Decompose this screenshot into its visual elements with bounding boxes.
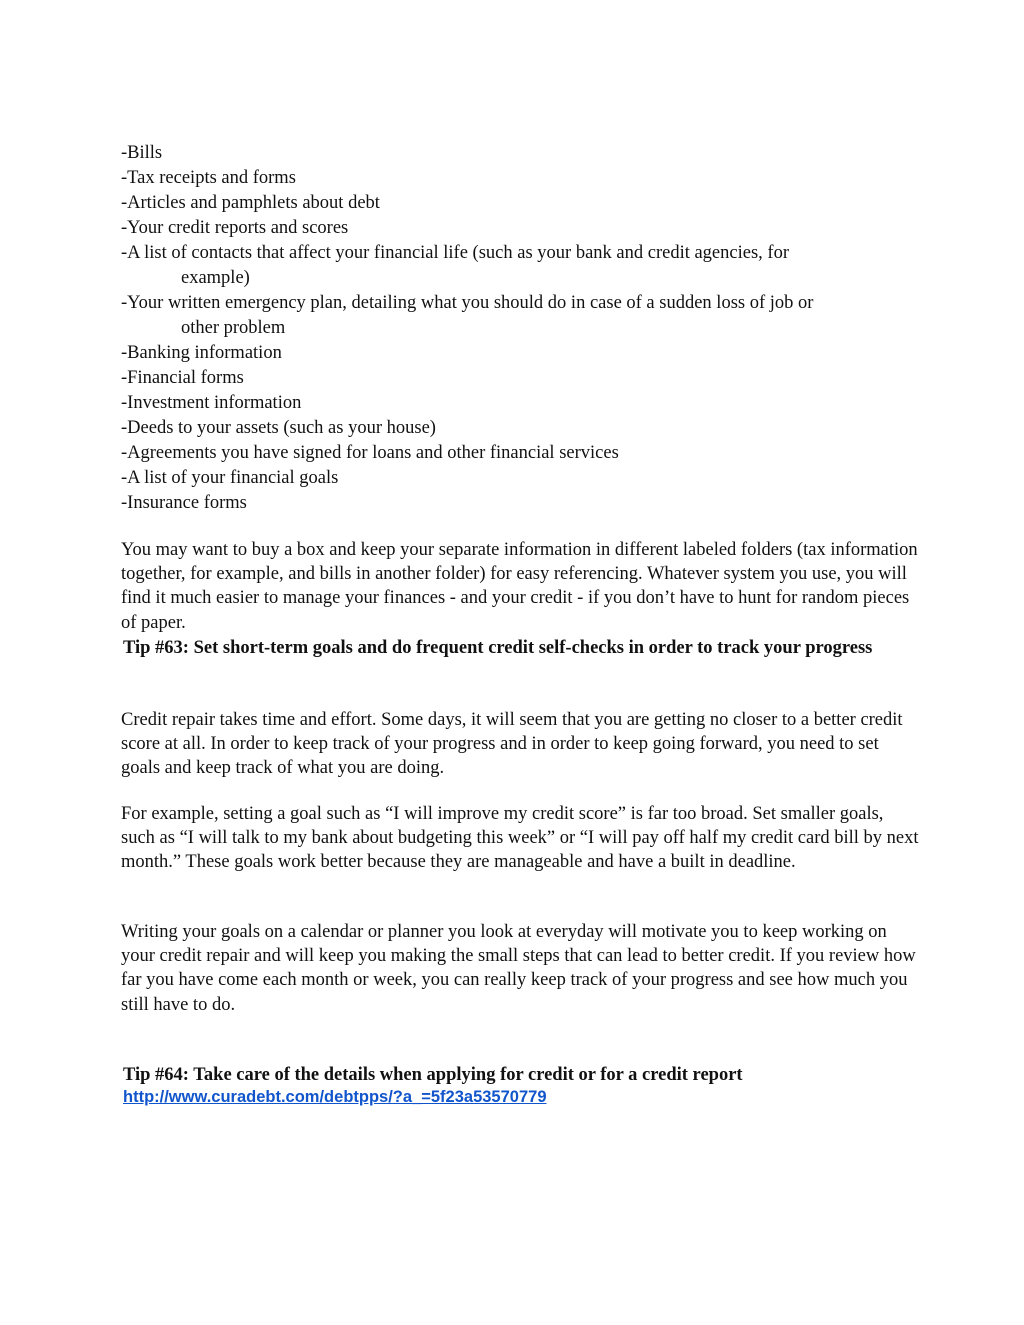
list-item: -Agreements you have signed for loans and other financial services (121, 443, 619, 463)
list-item: -Bills (121, 143, 163, 163)
tip-63-paragraph-1: Credit repair takes time and effort. Some days, it will seem that you are getting no closer to a better credit score at all. In order to keep track of your progress and in order to keep going forward, you need to set goals and keep track of what you are doing. (121, 710, 903, 779)
list-item: -Financial forms (121, 368, 244, 388)
list-item: -Articles and pamphlets about debt (121, 193, 380, 213)
list-item: -Tax receipts and forms (121, 168, 296, 188)
list-item-text: -A list of contacts that affect your financial life (such as your bank and credit agencies, for (121, 243, 789, 263)
tip-63-paragraph-3: Writing your goals on a calendar or planner you look at everyday will motivate you to keep working on your credit repair and will keep you making the small steps that can lead to better credit. If you review how far you have come each month or week, you can really keep track of your progress and see how much you still have to do. (121, 922, 916, 1015)
list-item: -Deeds to your assets (such as your house) (121, 418, 436, 438)
list-item: -Banking information (121, 343, 282, 363)
list-item-text: -Your written emergency plan, detailing what you should do in case of a sudden loss of job or (121, 293, 814, 313)
list-item-continuation: example) (181, 268, 250, 288)
list-item (121, 241, 921, 291)
box-advice-paragraph: You may want to buy a box and keep your separate information in different labeled folders (tax information together, for example, and bills in another folder) for easy referencing. Whatever system you use, you will find it much easier to manage your finances - and your credit - if you don’t have to hunt for random pieces of paper. (121, 540, 918, 633)
curadebt-link[interactable]: http://www.curadebt.com/debtpps/?a_=5f23a53570779 (123, 1088, 547, 1106)
list-item: -A list of your financial goals (121, 468, 339, 488)
list-item-continuation: other problem (181, 318, 286, 338)
list-item: -Your credit reports and scores (121, 218, 349, 238)
documents-list (121, 141, 921, 516)
list-item (121, 291, 921, 341)
list-item: -Investment information (121, 393, 302, 413)
list-item: -Insurance forms (121, 493, 247, 513)
tip-63-heading: Tip #63: Set short-term goals and do frequent credit self-checks in order to track your progress (123, 638, 873, 658)
tip-64-heading: Tip #64: Take care of the details when applying for credit or for a credit report (123, 1065, 743, 1085)
tip-63-paragraph-2: For example, setting a goal such as “I will improve my credit score” is far too broad. Set smaller goals, such as “I will talk to my bank about budgeting this week” or “I will pay off half my credit card bill by next month.” These goals work better because they are manageable and have a built in deadline. (121, 804, 919, 873)
